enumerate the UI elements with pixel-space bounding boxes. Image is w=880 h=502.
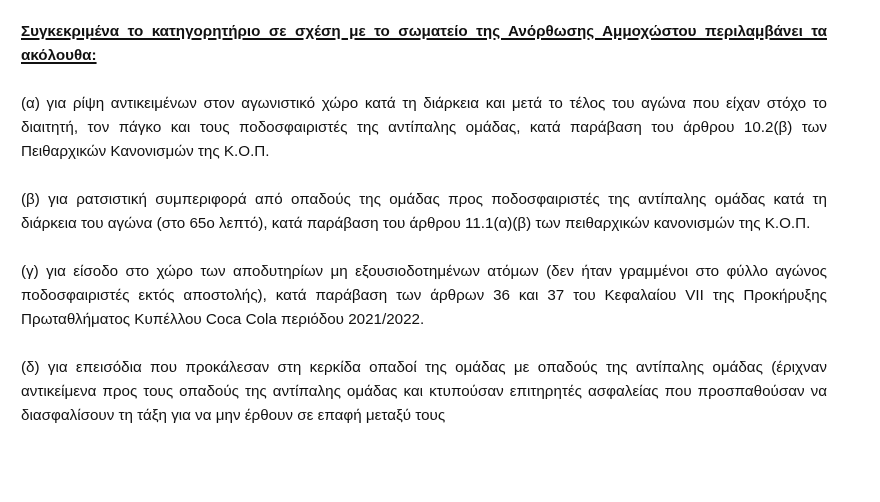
charge-paragraph-d: (δ) για επεισόδια που προκάλεσαν στη κερκίδα οπαδοί της ομάδας με οπαδούς της αντίπαλης ομάδας (έριχναν αντικείμενα προς τους οπαδούς της αντίπαλης ομάδας και κτυπούσαν επιτηρητές ασφαλείας που προσπαθούσαν να διασφαλίσουν τη τάξη για να μην έρθουν σε επαφή μεταξύ τους [21, 359, 827, 424]
document-page [21, 20, 827, 428]
charge-paragraph-a: (α) για ρίψη αντικειμένων στον αγωνιστικό χώρο κατά τη διάρκεια και μετά το τέλος του αγώνα που είχαν στόχο το διαιτητή, τον πάγκο και τους ποδοσφαιριστές της αντίπαλης ομάδας, κατά παράβαση του άρθρου 10.2(β) των Πειθαρχικών Κανονισμών της Κ.Ο.Π. [21, 95, 827, 160]
document-heading: Συγκεκριμένα το κατηγορητήριο σε σχέση με το σωματείο της Ανόρθωσης Αμμοχώστου περιλαμβάνει τα ακόλουθα: [21, 23, 827, 64]
charge-paragraph-b: (β) για ρατσιστική συμπεριφορά από οπαδούς της ομάδας προς ποδοσφαιριστές της αντίπαλης ομάδας κατά τη διάρκεια του αγώνα (στο 65ο λεπτό), κατά παράβαση του άρθρου 11.1(α)(β) των πειθαρχικών κανονισμών της Κ.Ο.Π. [21, 191, 827, 232]
charge-paragraph-c: (γ) για είσοδο στο χώρο των αποδυτηρίων μη εξουσιοδοτημένων ατόμων (δεν ήταν γραμμένοι στο φύλλο αγώνος ποδοσφαιριστές εκτός αποστολής), κατά παράβαση των άρθρων 36 και 37 του Κεφαλαίου VII της Προκήρυξης Πρωταθλήματος Κυπέλλου Coca Cola περιόδου 2021/2022. [21, 263, 827, 328]
